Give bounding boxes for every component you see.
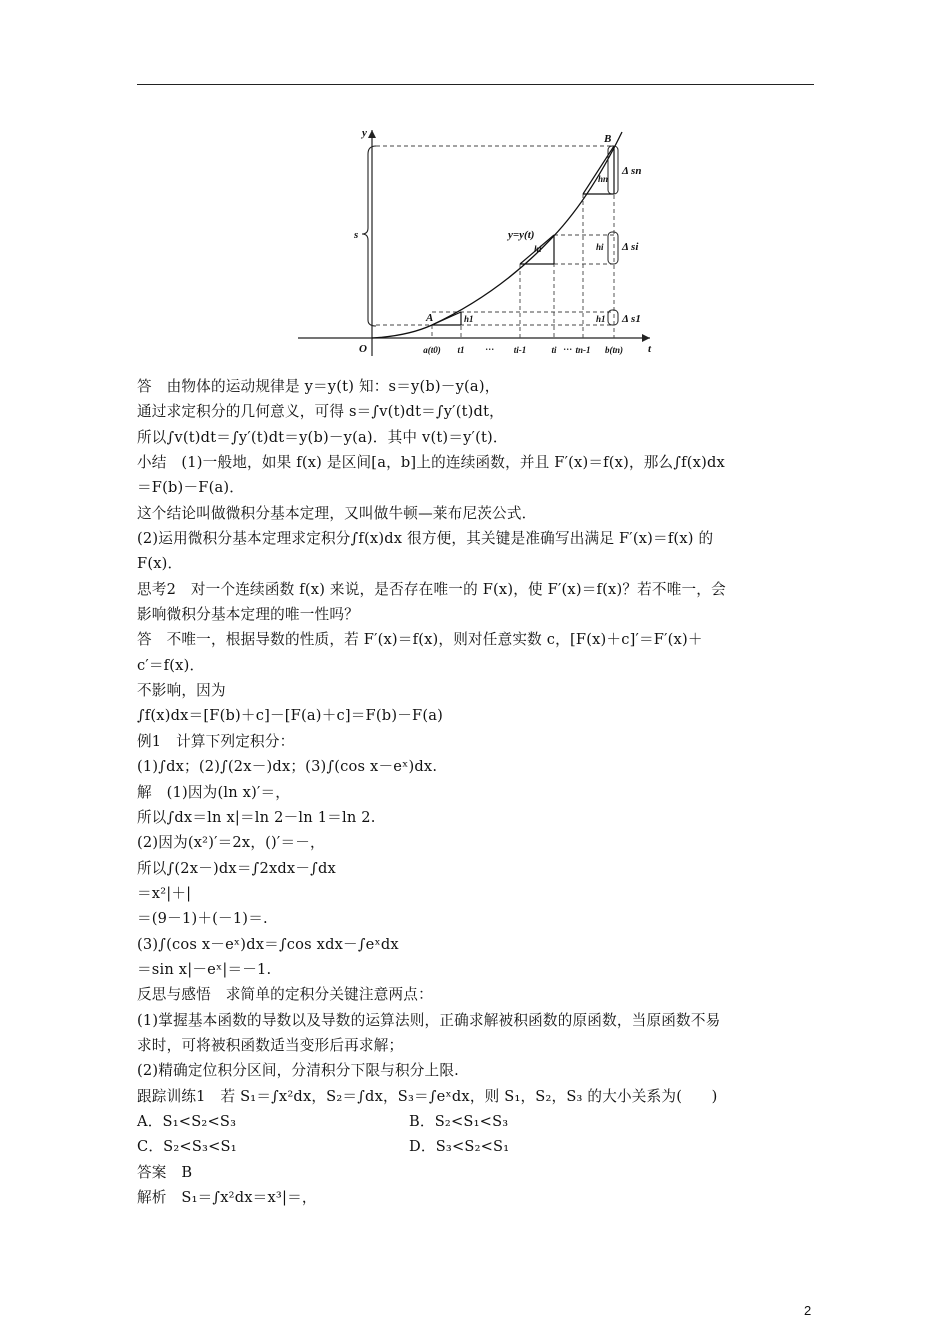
tick-t-i-1: ti-1 xyxy=(513,345,527,355)
text-line: c′＝f(x)． xyxy=(137,656,205,674)
options-row-cd xyxy=(137,1134,827,1159)
header-rule xyxy=(137,84,814,85)
option-a: A．S₁<S₂<S₃ xyxy=(137,1112,237,1130)
tick-tn-1: tn-1 xyxy=(575,345,591,355)
text-line: (2)精确定位积分区间，分清积分下限与积分上限. xyxy=(137,1062,459,1080)
text-line: (2)运用微积分基本定理求定积分∫f(x)dx 很方便，其关键是准确写出满足 F′(x)＝f(x) 的 xyxy=(137,530,714,548)
hn-label: hn xyxy=(598,174,609,184)
h1-label-2: h1 xyxy=(596,314,606,324)
options-row-ab xyxy=(137,1109,827,1134)
text-line: 跟踪训练1 若 S₁＝∫x²dx，S₂＝∫dx，S₃＝∫eˣdx，则 S₁，S₂，S₃ 的大小关系为( ) xyxy=(137,1087,718,1105)
text-line: 通过求定积分的几何意义，可得 s＝∫v(t)dt＝∫y′(t)dt， xyxy=(137,403,504,421)
text-line: 答 由物体的运动规律是 y＝y(t) 知：s＝y(b)－y(a)， xyxy=(137,378,500,395)
curve-label: y=y(t) xyxy=(508,229,535,241)
origin-label: O xyxy=(359,343,367,355)
text-line: ＝F(b)－F(a)． xyxy=(137,479,245,497)
body-text xyxy=(137,374,827,1210)
text-line: 求时，可将被积函数适当变形后再求解； xyxy=(137,1036,404,1054)
option-b: B．S₂<S₁<S₃ xyxy=(409,1112,509,1130)
text-line: 解 (1)因为(ln x)′＝， xyxy=(137,783,291,801)
text-line: ＝sin x|－eˣ|＝－1. xyxy=(137,960,272,978)
h1-label-1: h1 xyxy=(464,314,474,324)
text-line: 这个结论叫做微积分基本定理，又叫做牛顿—莱布尼茨公式． xyxy=(137,504,537,522)
tick-ellipsis-2: … xyxy=(563,342,573,352)
hi-label-1: hi xyxy=(534,244,542,254)
text-line: 不影响，因为 xyxy=(137,682,226,700)
point-a-label: A xyxy=(426,312,434,324)
text-line: ＝x²|＋| xyxy=(137,884,192,902)
tick-b-tn: b(tn) xyxy=(605,345,623,355)
delta-si-label: Δ si xyxy=(622,241,639,253)
text-line: 答 不唯一，根据导数的性质，若 F′(x)＝f(x)，则对任意实数 c，[F(x)＋c]′＝F′(x)＋ xyxy=(137,631,703,649)
option-c: C．S₂<S₃<S₁ xyxy=(137,1138,237,1156)
page-number: 2 xyxy=(804,1303,812,1318)
tick-ellipsis-1: … xyxy=(485,342,495,352)
y-axis-label: y xyxy=(362,127,367,139)
text-line: (1)掌握基本函数的导数以及导数的运算法则，正确求解被积函数的原函数，当原函数不易 xyxy=(137,1011,721,1029)
text-line: 影响微积分基本定理的唯一性吗？ xyxy=(137,606,359,624)
text-line: 所以∫(2x－)dx＝∫2xdx－∫dx xyxy=(137,859,336,877)
option-d: D．S₃<S₂<S₁ xyxy=(409,1138,510,1156)
text-line: (2)因为(x²)′＝2x，()′＝－， xyxy=(137,834,325,852)
tick-a-t0: a(t0) xyxy=(423,345,441,355)
text-line: 小结 (1)一般地，如果 f(x) 是区间[a，b]上的连续函数，并且 F′(x)＝f(x)，那么∫f(x)dx xyxy=(137,454,725,472)
delta-s1-label: Δ s1 xyxy=(622,313,641,325)
text-line: (1)∫dx；(2)∫(2x－)dx；(3)∫(cos x－eˣ)dx. xyxy=(137,758,438,776)
text-line: 所以∫v(t)dt＝∫y′(t)dt＝y(b)－y(a)．其中 v(t)＝y′(t)． xyxy=(137,428,508,446)
delta-sn-label: Δ sn xyxy=(622,165,642,177)
text-line: ＝(9－1)＋(－1)＝. xyxy=(137,910,268,928)
hi-label-2: hi xyxy=(596,242,604,252)
text-line: 思考2 对一个连续函数 f(x) 来说，是否存在唯一的 F(x)，使 F′(x)＝f(x)？若不唯一，会 xyxy=(137,580,726,598)
text-line: 所以∫dx＝ln x|＝ln 2－ln 1＝ln 2. xyxy=(137,808,376,826)
text-line: ∫f(x)dx＝[F(b)＋c]－[F(a)＋c]＝F(b)－F(a) xyxy=(137,707,444,725)
point-b-label: B xyxy=(604,133,612,145)
t-axis-label: t xyxy=(648,343,652,355)
text-line: 例1 计算下列定积分： xyxy=(137,732,295,750)
analysis-line: 解析 S₁＝∫x²dx＝x³|＝， xyxy=(137,1189,317,1206)
tick-ti: ti xyxy=(551,345,557,355)
text-line: 反思与感悟 求简单的定积分关键注意两点： xyxy=(137,986,433,1004)
text-line: (3)∫(cos x－eˣ)dx＝∫cos xdx－∫eˣdx xyxy=(137,935,399,953)
answer-line: 答案 B xyxy=(137,1163,193,1181)
integral-figure xyxy=(298,124,658,356)
s-brace xyxy=(362,146,376,326)
tick-t1: t1 xyxy=(457,345,465,355)
s-label: s xyxy=(354,229,359,241)
text-line: F(x)． xyxy=(137,555,183,573)
